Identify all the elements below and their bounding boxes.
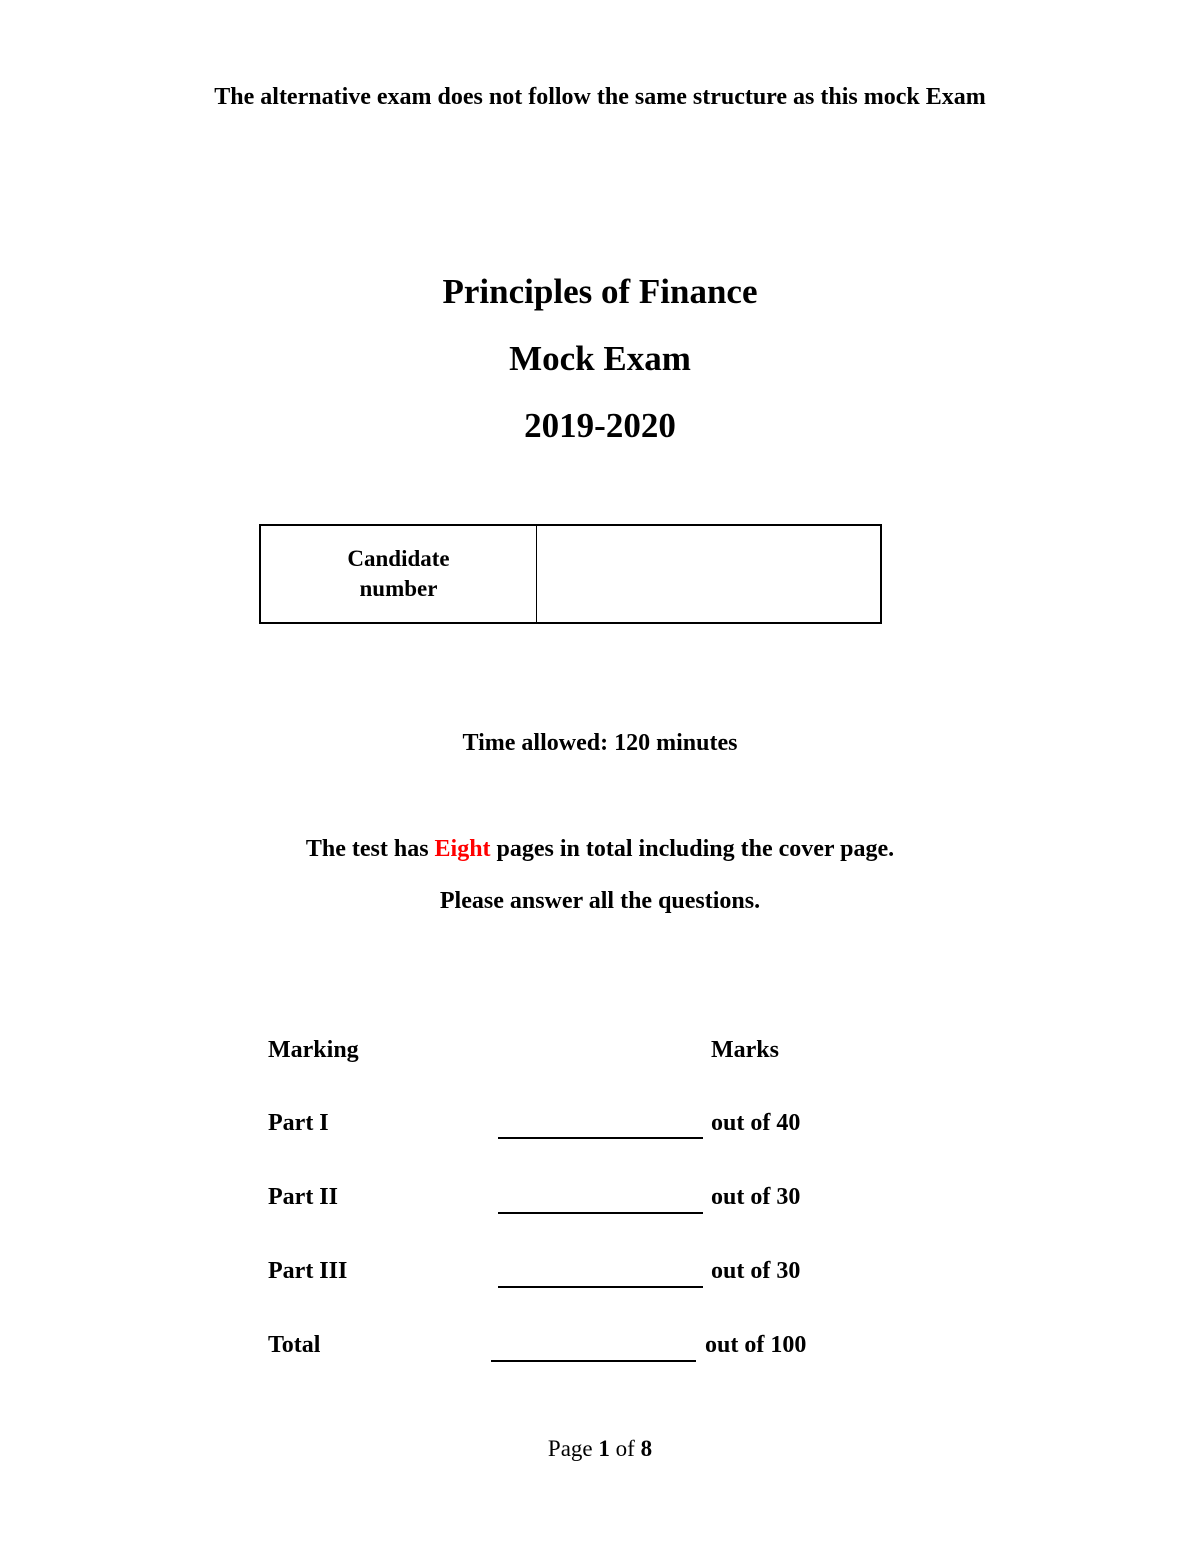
marking-row-total: out of 40 (711, 1110, 801, 1136)
instruction-text: Please answer all the questions. (439, 888, 761, 914)
marking-row-total: out of 30 (711, 1184, 801, 1210)
candidate-number-table (259, 524, 882, 624)
marks-header: Marks (711, 1037, 779, 1063)
footer-middle: of (609, 1436, 641, 1461)
marking-row-label: Part I (268, 1110, 329, 1136)
footer-prefix: Page (547, 1436, 599, 1461)
marking-row-label: Total (268, 1332, 321, 1358)
page-count-suffix: pages in total including the cover page. (490, 836, 895, 862)
mark-blank-line[interactable] (498, 1284, 703, 1288)
mark-blank-line[interactable] (498, 1135, 703, 1139)
marking-row-total: out of 100 (705, 1332, 807, 1358)
footer-current-page: 1 (598, 1436, 610, 1461)
academic-year: 2019-2020 (524, 406, 676, 445)
footer-total-pages: 8 (640, 1436, 653, 1461)
marking-row-label: Part III (268, 1258, 348, 1284)
marking-row-label: Part II (268, 1184, 338, 1210)
mark-blank-line[interactable] (498, 1210, 703, 1214)
marking-header: Marking (268, 1037, 359, 1063)
exam-title: Principles of Finance (442, 272, 758, 311)
exam-subtitle: Mock Exam (509, 339, 691, 378)
candidate-number-field[interactable] (537, 526, 880, 622)
page-count-prefix: The test has (305, 836, 435, 862)
page-count-highlight: Eight (434, 836, 491, 862)
page-count-statement (0, 836, 1200, 863)
page-footer (0, 1436, 1200, 1462)
time-allowed: Time allowed: 120 minutes (462, 730, 738, 756)
marking-row-total: out of 30 (711, 1258, 801, 1284)
mark-blank-line[interactable] (491, 1358, 696, 1362)
header-notice: The alternative exam does not follow the same structure as this mock Exam (214, 84, 986, 110)
candidate-label-cell (261, 526, 537, 622)
candidate-number-label: Candidate number (347, 546, 450, 601)
